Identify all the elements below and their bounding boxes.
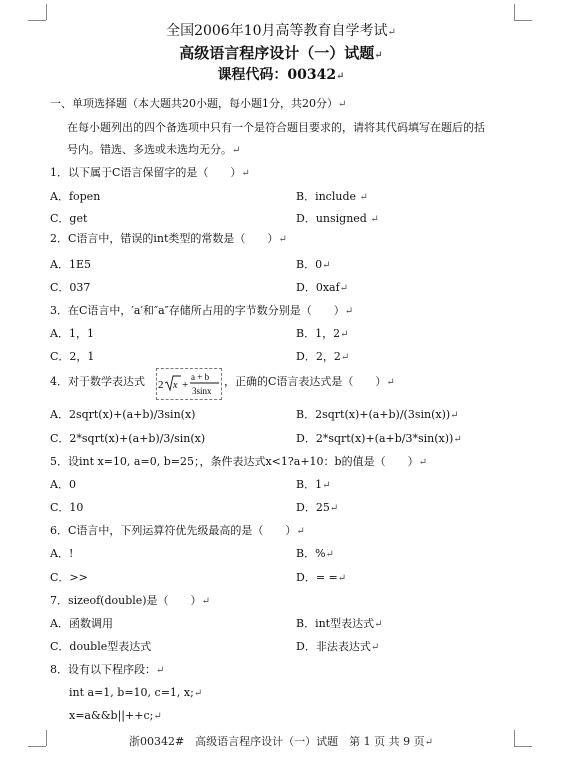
question-3-option-a: A．1，1 (50, 327, 94, 340)
question-7-option-d: D．非法表达式↵ (296, 640, 380, 653)
question-8-code-line1: int a=1, b=10, c=1, x;↵ (69, 686, 203, 699)
course-title: 高级语言程序设计（一）试题↵ (179, 44, 383, 62)
question-3-option-b: B．1，2↵ (296, 327, 349, 340)
question-1-option-c: C．get (50, 212, 88, 225)
question-6-option-c: C．>> (50, 571, 88, 584)
question-4-stem-suffix: ，正确的C语言表达式是（ ）↵ (224, 375, 395, 388)
question-4-option-a: A．2sqrt(x)+(a+b)/3sin(x) (50, 408, 196, 421)
question-4-stem-prefix: 4．对于数学表达式 (50, 375, 145, 388)
crop-mark-top-right (514, 20, 532, 21)
question-2-stem: 2．C语言中，错误的int类型的常数是（ ）↵ (50, 232, 287, 245)
formula-numerator: a + b (191, 372, 210, 382)
page-footer: 浙00342# 高级语言程序设计（一）试题 第 1 页 共 9 页↵ (128, 735, 434, 748)
math-formula[interactable] (156, 368, 222, 400)
section-instructions-line1: 在每小题列出的四个备选项中只有一个是符合题目要求的，请将其代码填写在题后的括 (67, 121, 485, 134)
question-1-option-b: B．include ↵ (296, 190, 368, 203)
question-2-option-b: B．0↵ (296, 258, 331, 271)
question-4-option-d: D．2*sqrt(x)+(a+b/3*sin(x))↵ (296, 432, 462, 445)
exam-title: 全国2006年10月高等教育自学考试↵ (166, 23, 396, 39)
course-code: 课程代码：00342↵ (217, 67, 345, 83)
question-8-stem: 8．设有以下程序段：↵ (50, 663, 165, 676)
question-1-option-d: D．unsigned ↵ (296, 212, 379, 225)
section-heading: 一、单项选择题（本大题共20小题，每小题1分，共20分）↵ (50, 97, 347, 110)
question-6-option-d: D．= =↵ (296, 571, 347, 584)
question-2-option-c: C．037 (50, 281, 91, 294)
crop-mark-top-left-v (46, 4, 47, 20)
question-6-option-a: A．! (50, 547, 74, 560)
question-6-stem: 6．C语言中，下列运算符优先级最高的是（ ）↵ (50, 524, 305, 537)
crop-mark-top-right-v (514, 4, 515, 20)
crop-mark-top-left (28, 20, 46, 21)
question-7-option-b: B．int型表达式↵ (296, 617, 383, 630)
question-1-stem: 1．以下属于C语言保留字的是（ ）↵ (50, 166, 250, 179)
question-5-option-b: B．1↵ (296, 478, 331, 491)
question-4-option-b: B．2sqrt(x)+(a+b)/(3sin(x))↵ (296, 408, 459, 421)
formula-plus: + (182, 379, 189, 391)
question-5-option-d: D．25↵ (296, 501, 339, 514)
question-3-stem: 3．在C语言中，′a′和″a″存储所占用的字节数分别是（ ）↵ (50, 304, 354, 317)
question-7-stem: 7．sizeof(double)是（ ）↵ (50, 594, 210, 607)
formula-graphic (157, 369, 221, 399)
question-5-option-a: A．0 (50, 478, 76, 491)
question-3-option-d: D．2，2↵ (296, 350, 350, 363)
question-8-code-line2: x=a&&b||++c;↵ (69, 709, 162, 722)
question-7-option-a: A．函数调用 (50, 617, 113, 630)
question-5-option-c: C．10 (50, 501, 84, 514)
question-2-option-d: D．0xaf↵ (296, 281, 349, 294)
question-1-option-a: A．fopen (50, 190, 101, 203)
question-2-option-a: A．1E5 (50, 258, 91, 271)
formula-radicand: x (173, 380, 178, 391)
formula-coef: 2 (158, 379, 164, 391)
question-7-option-c: C．double型表达式 (50, 640, 152, 653)
question-6-option-b: B．%↵ (296, 547, 334, 560)
formula-denominator: 3sinx (192, 386, 212, 396)
section-instructions-line2: 号内。错选、多选或未选均无分。↵ (67, 143, 241, 156)
question-3-option-c: C．2，1 (50, 350, 95, 363)
question-4-option-c: C．2*sqrt(x)+(a+b)/3/sin(x) (50, 432, 206, 445)
question-5-stem: 5．设int x=10, a=0, b=25；，条件表达式x<1?a+10：b的值是（ ）↵ (50, 455, 427, 468)
